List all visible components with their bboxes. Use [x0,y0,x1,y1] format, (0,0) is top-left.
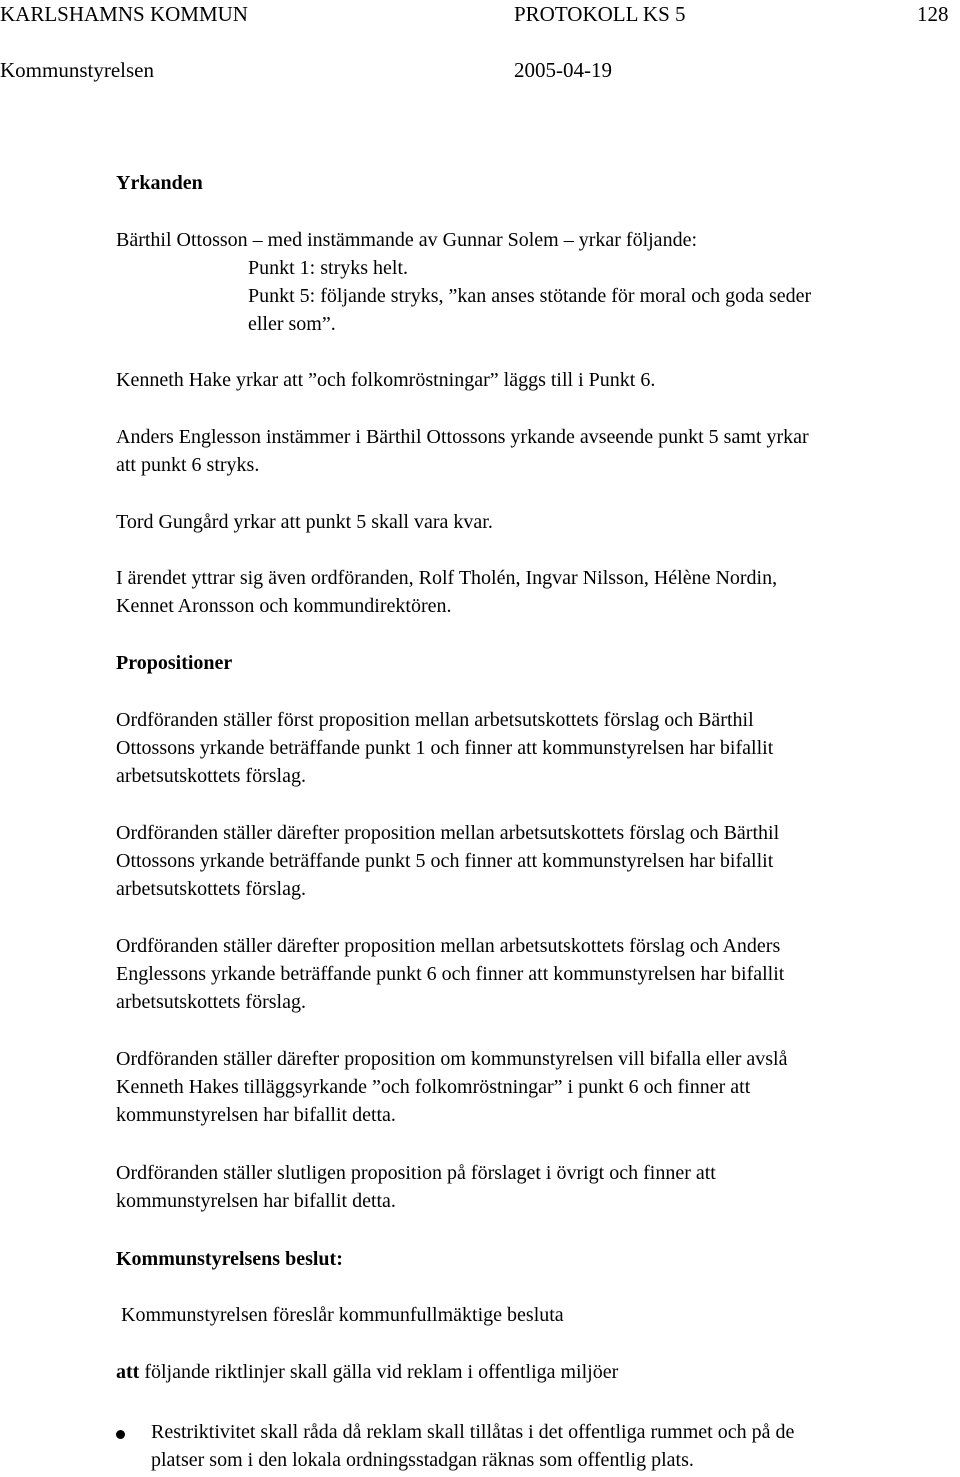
att-clause [116,1358,618,1386]
bullet-line: platser som i den lokala ordningsstadgan räknas som offentlig plats. [151,1449,694,1471]
header-page-number: 128 [917,2,949,26]
yrkande-line: Anders Englesson instämmer i Bärthil Ottossons yrkande avseende punkt 5 samt yrkar [116,426,809,448]
att-text: följande riktlinjer skall gälla vid reklam i offentliga miljöer [139,1361,619,1383]
proposition-line: Ordföranden ställer därefter proposition mellan arbetsutskottets förslag och Bärthil [116,822,780,844]
yrkande-line: Punkt 1: stryks helt. [248,257,409,279]
proposition-line: arbetsutskottets förslag. [116,991,306,1013]
header-body: Kommunstyrelsen [0,58,154,82]
proposition-line: arbetsutskottets förslag. [116,878,306,900]
bullet-icon [116,1430,125,1439]
proposition-line: Englessons yrkande beträffande punkt 6 och finner att kommunstyrelsen har bifallit [116,963,785,985]
proposition-line: Ottossons yrkande beträffande punkt 1 och finner att kommunstyrelsen har bifallit [116,737,774,759]
yrkande-line: Bärthil Ottosson – med instämmande av Gunnar Solem – yrkar följande: [116,229,697,251]
proposition-line: Ordföranden ställer därefter proposition om kommunstyrelsen vill bifalla eller avslå [116,1048,788,1070]
yrkande-line: att punkt 6 stryks. [116,454,260,476]
yrkande-line: I ärendet yttrar sig även ordföranden, Rolf Tholén, Ingvar Nilsson, Hélène Nordin, [116,567,778,589]
proposition-line: Ordföranden ställer först proposition mellan arbetsutskottets förslag och Bärthil [116,709,754,731]
heading-yrkanden: Yrkanden [116,172,203,194]
yrkande-line: eller som”. [248,313,336,335]
beslut-intro: Kommunstyrelsen föreslår kommunfullmäktige besluta [121,1304,564,1326]
heading-propositioner: Propositioner [116,652,233,674]
proposition-line: kommunstyrelsen har bifallit detta. [116,1104,396,1126]
yrkande-paragraph: Tord Gungård yrkar att punkt 5 skall vara kvar. [116,511,493,533]
header-doc: PROTOKOLL KS 5 [514,2,686,26]
proposition-line: kommunstyrelsen har bifallit detta. [116,1190,396,1212]
header-date: 2005-04-19 [514,58,612,82]
yrkande-paragraph: Kenneth Hake yrkar att ”och folkomröstningar” läggs till i Punkt 6. [116,369,656,391]
proposition-line: Ordföranden ställer därefter proposition mellan arbetsutskottets förslag och Anders [116,935,781,957]
yrkande-line: Kennet Aronsson och kommundirektören. [116,595,452,617]
proposition-line: Ordföranden ställer slutligen proposition på förslaget i övrigt och finner att [116,1162,716,1184]
bullet-line: Restriktivitet skall råda då reklam skall tillåtas i det offentliga rummet och på de [151,1421,795,1443]
header-org: KARLSHAMNS KOMMUN [0,2,248,26]
heading-beslut: Kommunstyrelsens beslut: [116,1248,343,1270]
proposition-line: Ottossons yrkande beträffande punkt 5 och finner att kommunstyrelsen har bifallit [116,850,774,872]
att-word: att [116,1361,140,1383]
proposition-line: arbetsutskottets förslag. [116,765,306,787]
yrkande-line: Punkt 5: följande stryks, ”kan anses stötande för moral och goda seder [248,285,812,307]
proposition-line: Kenneth Hakes tilläggsyrkande ”och folkomröstningar” i punkt 6 och finner att [116,1076,751,1098]
